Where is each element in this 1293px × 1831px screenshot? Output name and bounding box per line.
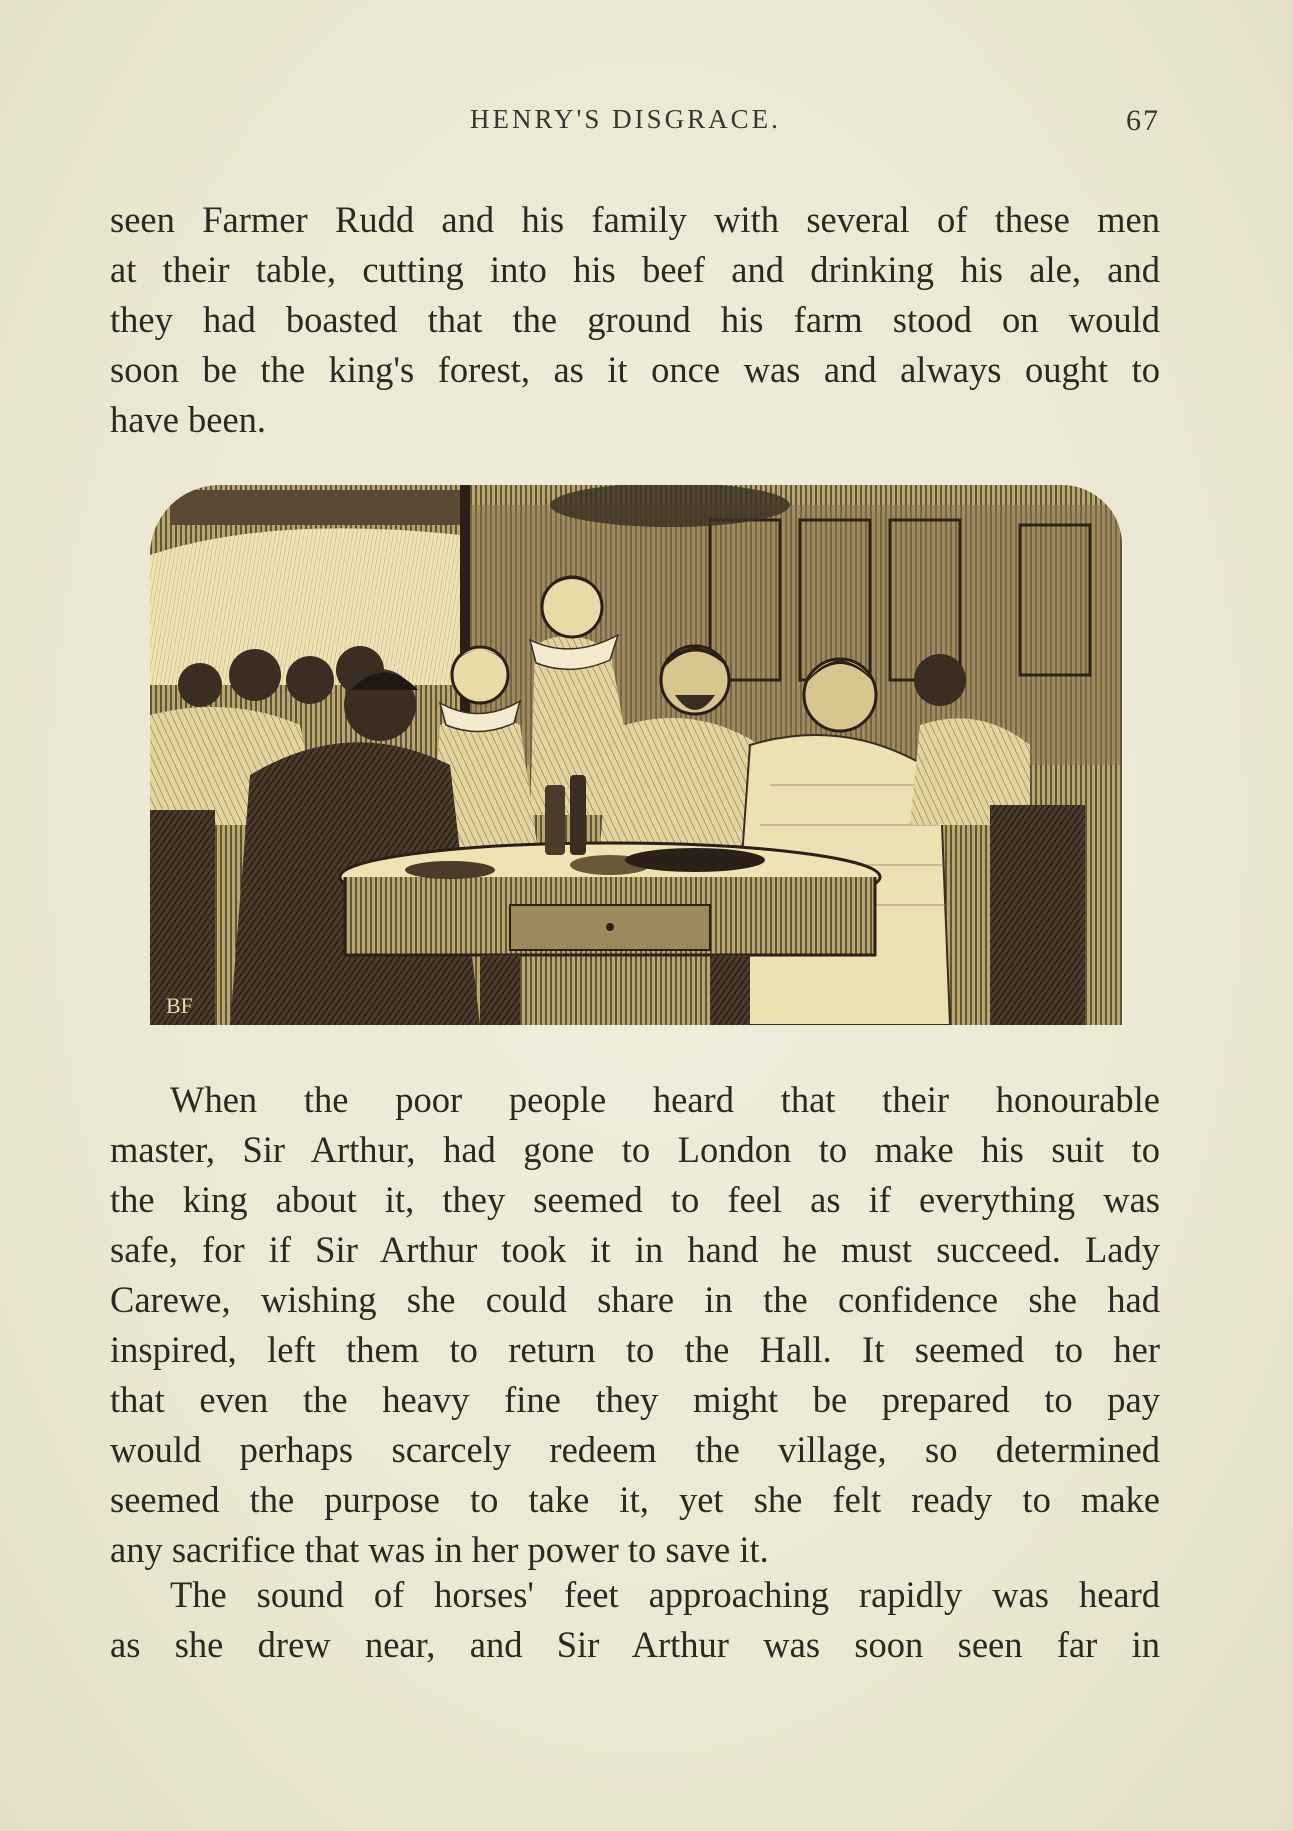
- text-line: would perhaps scarcely redeem the village, so determined: [110, 1429, 1160, 1470]
- text-line: safe, for if Sir Arthur took it in hand he must succeed. Lady: [110, 1229, 1160, 1270]
- text-line: When the poor people heard that their honourable: [170, 1079, 1160, 1120]
- text-line: seen Farmer Rudd and his family with several of these men: [110, 199, 1160, 240]
- text-line: they had boasted that the ground his farm stood on would: [110, 299, 1160, 340]
- page-number: 67: [1126, 104, 1160, 137]
- text-line: soon be the king's forest, as it once was and always ought to: [110, 349, 1160, 390]
- paragraph-3: [110, 1570, 1160, 1670]
- dinner-table-engraving: [150, 485, 1122, 1025]
- text-line: inspired, left them to return to the Hall. It seemed to her: [110, 1329, 1160, 1370]
- text-line: any sacrifice that was in her power to save it.: [110, 1529, 769, 1570]
- engraving-illustration: [150, 485, 1122, 1025]
- running-head: [110, 104, 1160, 144]
- artist-monogram: BF: [166, 993, 193, 1018]
- text-line: master, Sir Arthur, had gone to London to make his suit to: [110, 1129, 1160, 1170]
- text-line: Carewe, wishing she could share in the confidence she had: [110, 1279, 1160, 1320]
- paragraph-2: [110, 1075, 1160, 1575]
- paragraph-1: [110, 195, 1160, 445]
- text-line: that even the heavy fine they might be prepared to pay: [110, 1379, 1160, 1420]
- text-line: the king about it, they seemed to feel as if everything was: [110, 1179, 1160, 1220]
- text-line: seemed the purpose to take it, yet she felt ready to make: [110, 1479, 1160, 1520]
- text-line: The sound of horses' feet approaching rapidly was heard: [170, 1574, 1160, 1615]
- text-line: have been.: [110, 399, 267, 440]
- text-line: at their table, cutting into his beef and drinking his ale, and: [110, 249, 1160, 290]
- text-line: as she drew near, and Sir Arthur was soon seen far in: [110, 1624, 1160, 1665]
- running-head-title: HENRY'S DISGRACE.: [470, 104, 781, 134]
